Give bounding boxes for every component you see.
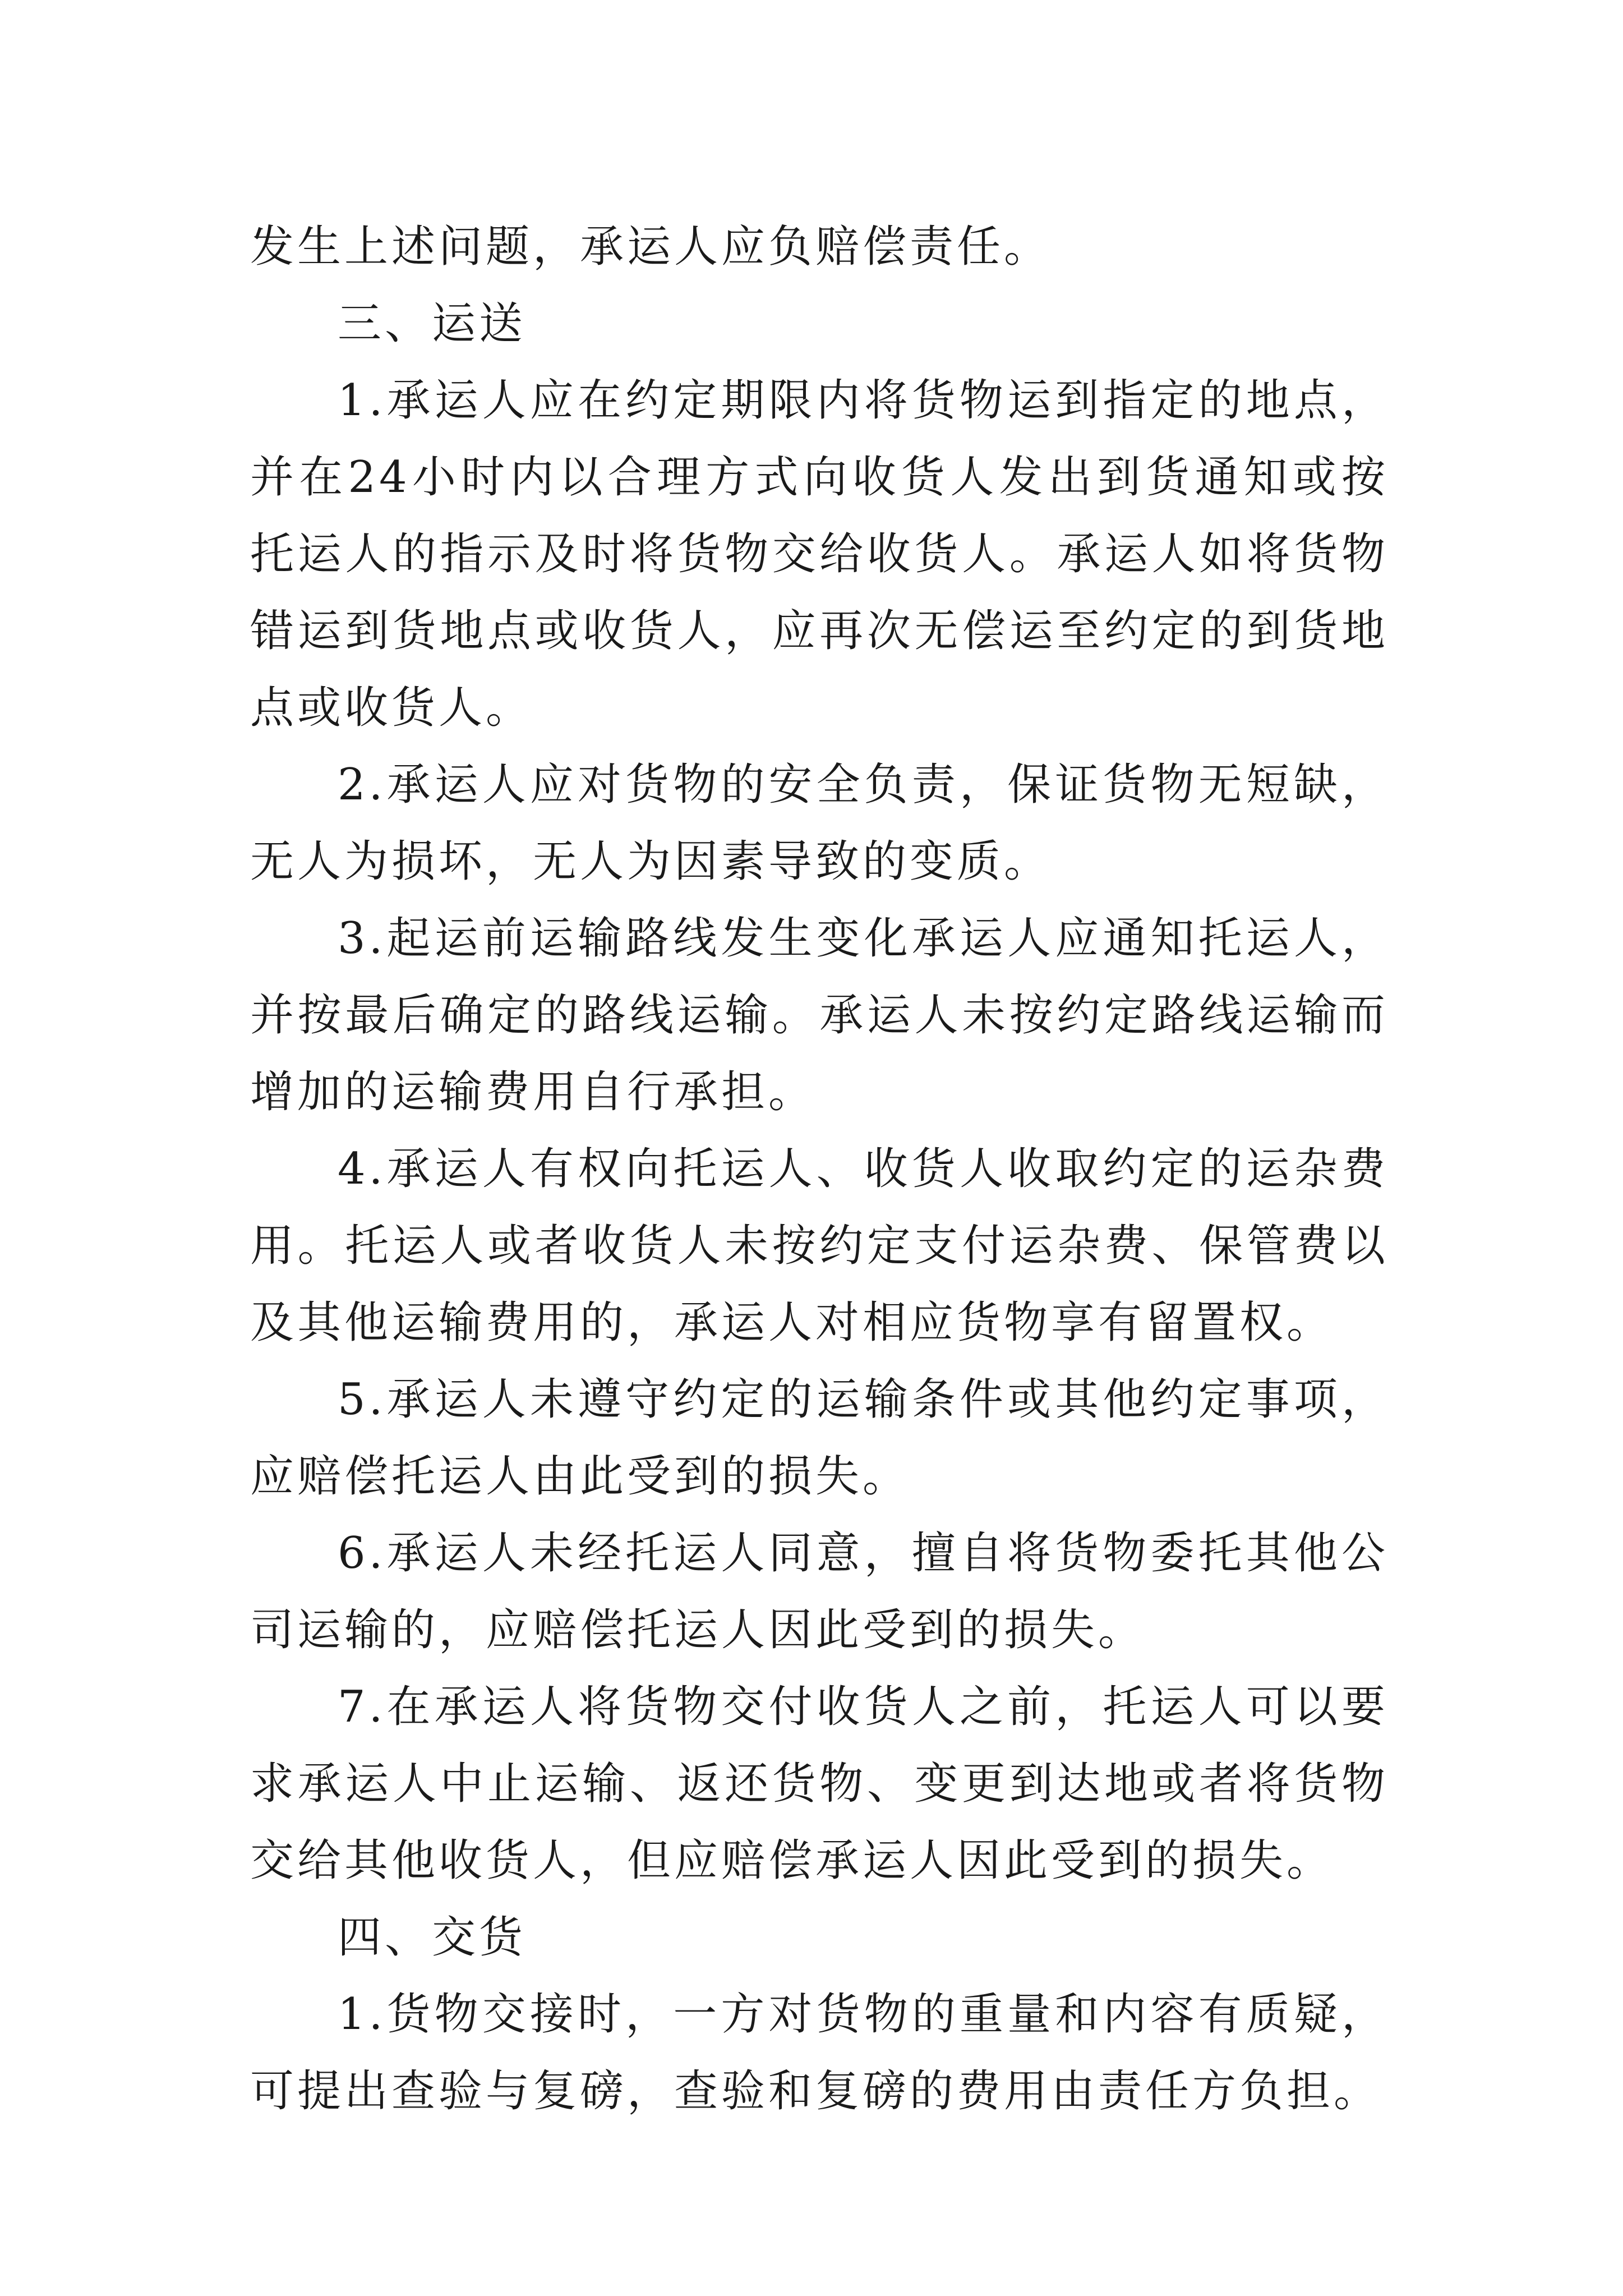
clause-transport-4: 4.承运人有权向托运人、收货人收取约定的运杂费用。托运人或者收货人未按约定支付运杂费、保管费以及其他运输费用的，承运人对相应货物享有留置权。 — [250, 1144, 1389, 1348]
section-heading-delivery: 四、交货 — [338, 1912, 527, 1963]
clause-transport-3: 3.起运前运输路线发生变化承运人应通知托运人，并按最后确定的路线运输。承运人未按约定路线运输而增加的运输费用自行承担。 — [250, 913, 1389, 1117]
section-heading-transport: 三、运送 — [338, 298, 527, 349]
clause-transport-1: 1.承运人应在约定期限内将货物运到指定的地点，并在24小时内以合理方式向收货人发出到货通知或按托运人的指示及时将货物交给收货人。承运人如将货物错运到货地点或收货人，应再次无偿运至约定的到货地点或收货人。 — [250, 375, 1389, 733]
document-body — [250, 209, 1389, 2130]
clause-transport-5: 5.承运人未遵守约定的运输条件或其他约定事项，应赔偿托运人由此受到的损失。 — [250, 1374, 1389, 1502]
clause-delivery-1: 1.货物交接时，一方对货物的重量和内容有质疑，可提出查验与复磅，查验和复磅的费用由责任方负担。 — [250, 1989, 1389, 2116]
clause-transport-6: 6.承运人未经托运人同意，擅自将货物委托其他公司运输的，应赔偿托运人因此受到的损失。 — [250, 1528, 1389, 1655]
paragraph-continuation: 发生上述问题，承运人应负赔偿责任。 — [250, 222, 1052, 272]
clause-transport-2: 2.承运人应对货物的安全负责，保证货物无短缺，无人为损坏，无人为因素导致的变质。 — [250, 760, 1389, 887]
clause-transport-7: 7.在承运人将货物交付收货人之前，托运人可以要求承运人中止运输、返还货物、变更到达地或者将货物交给其他收货人，但应赔偿承运人因此受到的损失。 — [250, 1682, 1389, 1886]
